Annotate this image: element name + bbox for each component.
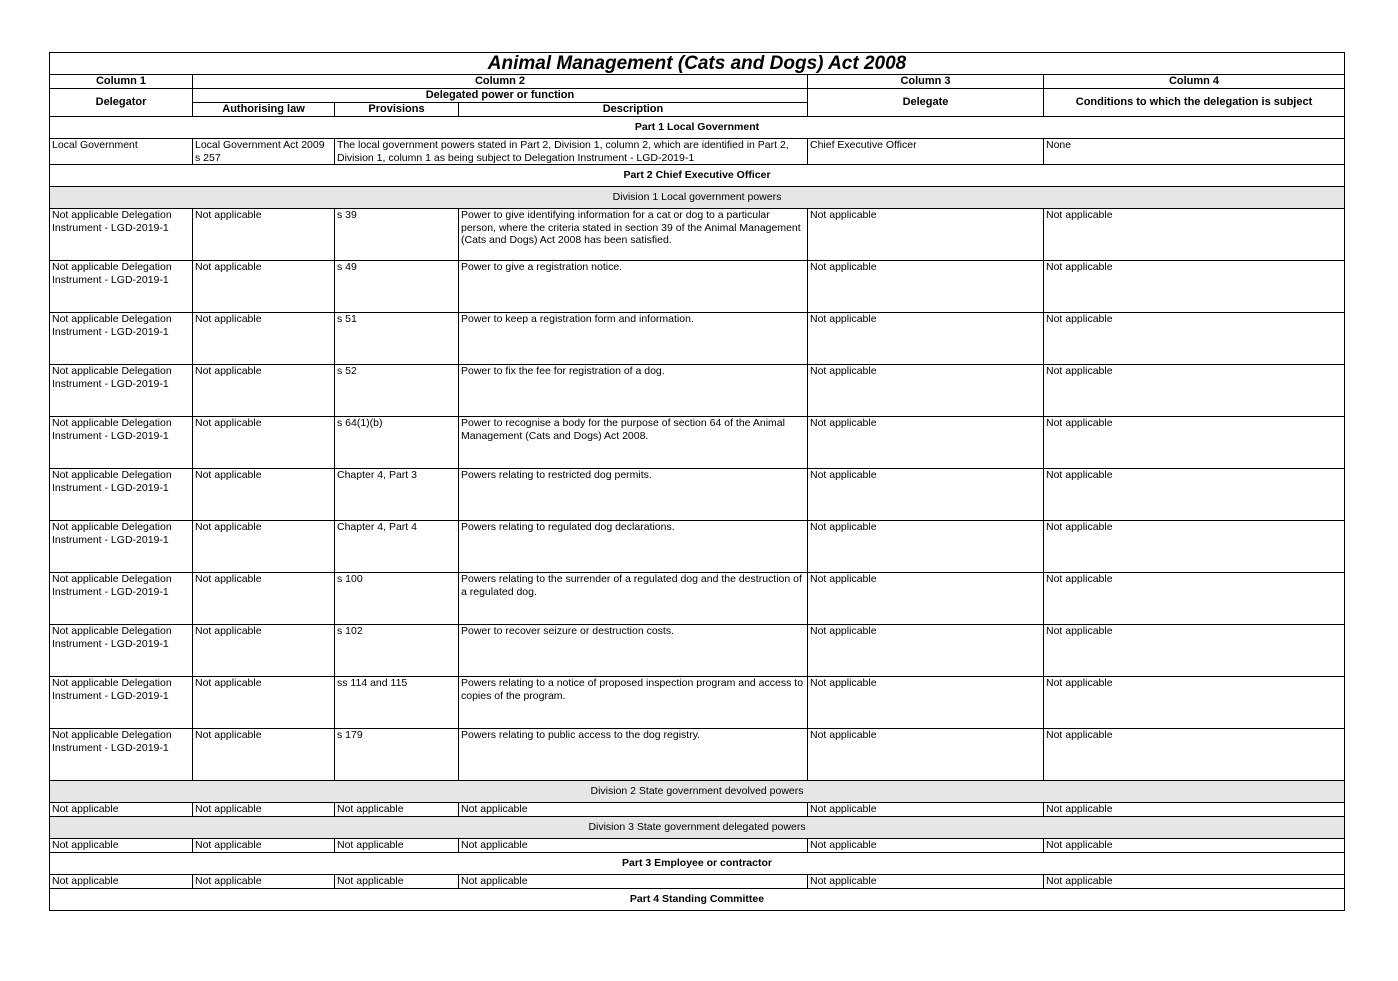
delegator-cell: Not applicable Delegation Instrument - LGD-2019-1 (50, 209, 193, 261)
authorising-law-cell: Not applicable (193, 365, 335, 417)
table-row (50, 209, 1345, 261)
description-header: Description (459, 103, 808, 117)
delegate-cell: Not applicable (808, 521, 1044, 573)
provision-cell: s 51 (335, 313, 459, 365)
description-cell: Power to keep a registration form and information. (459, 313, 808, 365)
column3-header: Column 3 (808, 75, 1044, 89)
table-row (50, 417, 1345, 469)
delegator-cell: Not applicable Delegation Instrument - LGD-2019-1 (50, 573, 193, 625)
delegate-cell: Not applicable (808, 209, 1044, 261)
description-cell: Powers relating to public access to the dog registry. (459, 729, 808, 781)
authorising-law-cell: Not applicable (193, 803, 335, 817)
delegate-cell: Not applicable (808, 875, 1044, 889)
division1-heading: Division 1 Local government powers (50, 187, 1345, 209)
delegator-header: Delegator (50, 89, 193, 117)
table-row (50, 261, 1345, 313)
provision-cell: Chapter 4, Part 4 (335, 521, 459, 573)
delegate-cell: Not applicable (808, 469, 1044, 521)
delegate-cell: Chief Executive Officer (808, 139, 1044, 165)
description-cell: Power to recognise a body for the purpose of section 64 of the Animal Management (Cats and Dogs) Act 2008. (459, 417, 808, 469)
conditions-cell: Not applicable (1044, 261, 1345, 313)
conditions-cell: Not applicable (1044, 839, 1345, 853)
authorising-law-cell: Not applicable (193, 521, 335, 573)
provision-cell: ss 114 and 115 (335, 677, 459, 729)
provision-cell: s 52 (335, 365, 459, 417)
delegator-cell: Local Government (50, 139, 193, 165)
provision-cell: Not applicable (335, 875, 459, 889)
provision-cell: s 49 (335, 261, 459, 313)
table-row (50, 365, 1345, 417)
authorising-law-cell: Not applicable (193, 469, 335, 521)
delegate-cell: Not applicable (808, 261, 1044, 313)
table-row (50, 729, 1345, 781)
description-cell: The local government powers stated in Part 2, Division 1, column 2, which are identified in Part 2, Division 1, column 1 as being subject to Delegation Instrument - LGD-2019-1 (335, 139, 808, 165)
authorising-law-cell: Not applicable (193, 875, 335, 889)
description-cell: Power to fix the fee for registration of a dog. (459, 365, 808, 417)
authorising-law-cell: Not applicable (193, 573, 335, 625)
conditions-cell: Not applicable (1044, 729, 1345, 781)
description-cell: Powers relating to regulated dog declarations. (459, 521, 808, 573)
conditions-cell: Not applicable (1044, 677, 1345, 729)
delegated-power-header: Delegated power or function (193, 89, 808, 103)
provision-cell: s 100 (335, 573, 459, 625)
authorising-law-cell: Not applicable (193, 417, 335, 469)
delegation-register-sheet (49, 52, 1344, 911)
delegate-cell: Not applicable (808, 365, 1044, 417)
part4-heading: Part 4 Standing Committee (50, 889, 1345, 911)
delegate-cell: Not applicable (808, 313, 1044, 365)
part2-heading: Part 2 Chief Executive Officer (50, 165, 1345, 187)
delegate-cell: Not applicable (808, 573, 1044, 625)
table-row (50, 875, 1345, 889)
column2-header: Column 2 (193, 75, 808, 89)
table-row (50, 139, 1345, 165)
authorising-law-cell: Not applicable (193, 677, 335, 729)
conditions-cell: Not applicable (1044, 209, 1345, 261)
delegate-header: Delegate (808, 89, 1044, 117)
description-cell: Not applicable (459, 803, 808, 817)
conditions-cell: Not applicable (1044, 803, 1345, 817)
description-cell: Power to give identifying information for a cat or dog to a particular person, where the criteria stated in section 39 of the Animal Management (Cats and Dogs) Act 2008 has been satisfied. (459, 209, 808, 261)
description-cell: Powers relating to the surrender of a regulated dog and the destruction of a regulated dog. (459, 573, 808, 625)
conditions-cell: Not applicable (1044, 573, 1345, 625)
delegate-cell: Not applicable (808, 839, 1044, 853)
conditions-cell: None (1044, 139, 1345, 165)
delegate-cell: Not applicable (808, 625, 1044, 677)
authorising-law-header: Authorising law (193, 103, 335, 117)
delegator-cell: Not applicable Delegation Instrument - LGD-2019-1 (50, 313, 193, 365)
delegator-cell: Not applicable Delegation Instrument - LGD-2019-1 (50, 417, 193, 469)
provision-cell: s 39 (335, 209, 459, 261)
delegator-cell: Not applicable Delegation Instrument - LGD-2019-1 (50, 677, 193, 729)
delegate-cell: Not applicable (808, 803, 1044, 817)
description-cell: Not applicable (459, 839, 808, 853)
delegator-cell: Not applicable Delegation Instrument - LGD-2019-1 (50, 625, 193, 677)
description-cell: Power to give a registration notice. (459, 261, 808, 313)
delegate-cell: Not applicable (808, 417, 1044, 469)
table-row (50, 469, 1345, 521)
delegator-cell: Not applicable Delegation Instrument - LGD-2019-1 (50, 261, 193, 313)
delegator-cell: Not applicable (50, 839, 193, 853)
provision-cell: s 64(1)(b) (335, 417, 459, 469)
authorising-law-cell: Local Government Act 2009 s 257 (193, 139, 335, 165)
table-row (50, 573, 1345, 625)
description-cell: Powers relating to a notice of proposed inspection program and access to copies of the program. (459, 677, 808, 729)
provision-cell: s 102 (335, 625, 459, 677)
conditions-cell: Not applicable (1044, 875, 1345, 889)
delegate-cell: Not applicable (808, 729, 1044, 781)
authorising-law-cell: Not applicable (193, 729, 335, 781)
division3-heading: Division 3 State government delegated powers (50, 817, 1345, 839)
table-row (50, 839, 1345, 853)
delegate-cell: Not applicable (808, 677, 1044, 729)
authorising-law-cell: Not applicable (193, 313, 335, 365)
conditions-cell: Not applicable (1044, 417, 1345, 469)
provision-cell: s 179 (335, 729, 459, 781)
authorising-law-cell: Not applicable (193, 839, 335, 853)
delegator-cell: Not applicable Delegation Instrument - LGD-2019-1 (50, 729, 193, 781)
division2-heading: Division 2 State government devolved powers (50, 781, 1345, 803)
table-row (50, 677, 1345, 729)
conditions-cell: Not applicable (1044, 521, 1345, 573)
table-row (50, 521, 1345, 573)
table-row (50, 803, 1345, 817)
delegator-cell: Not applicable Delegation Instrument - LGD-2019-1 (50, 365, 193, 417)
authorising-law-cell: Not applicable (193, 261, 335, 313)
conditions-cell: Not applicable (1044, 469, 1345, 521)
authorising-law-cell: Not applicable (193, 209, 335, 261)
part1-heading: Part 1 Local Government (50, 117, 1345, 139)
delegator-cell: Not applicable Delegation Instrument - LGD-2019-1 (50, 521, 193, 573)
description-cell: Power to recover seizure or destruction costs. (459, 625, 808, 677)
conditions-cell: Not applicable (1044, 625, 1345, 677)
provision-cell: Not applicable (335, 803, 459, 817)
part3-heading: Part 3 Employee or contractor (50, 853, 1345, 875)
delegator-cell: Not applicable (50, 875, 193, 889)
description-cell: Not applicable (459, 875, 808, 889)
description-cell: Powers relating to restricted dog permits. (459, 469, 808, 521)
delegator-cell: Not applicable Delegation Instrument - LGD-2019-1 (50, 469, 193, 521)
conditions-header: Conditions to which the delegation is subject (1044, 89, 1345, 117)
authorising-law-cell: Not applicable (193, 625, 335, 677)
provision-cell: Chapter 4, Part 3 (335, 469, 459, 521)
provisions-header: Provisions (335, 103, 459, 117)
conditions-cell: Not applicable (1044, 365, 1345, 417)
table-row (50, 313, 1345, 365)
conditions-cell: Not applicable (1044, 313, 1345, 365)
provision-cell: Not applicable (335, 839, 459, 853)
table-row (50, 625, 1345, 677)
delegation-table (49, 52, 1345, 911)
column1-header: Column 1 (50, 75, 193, 89)
delegator-cell: Not applicable (50, 803, 193, 817)
column4-header: Column 4 (1044, 75, 1345, 89)
document-title: Animal Management (Cats and Dogs) Act 2008 (50, 53, 1345, 75)
